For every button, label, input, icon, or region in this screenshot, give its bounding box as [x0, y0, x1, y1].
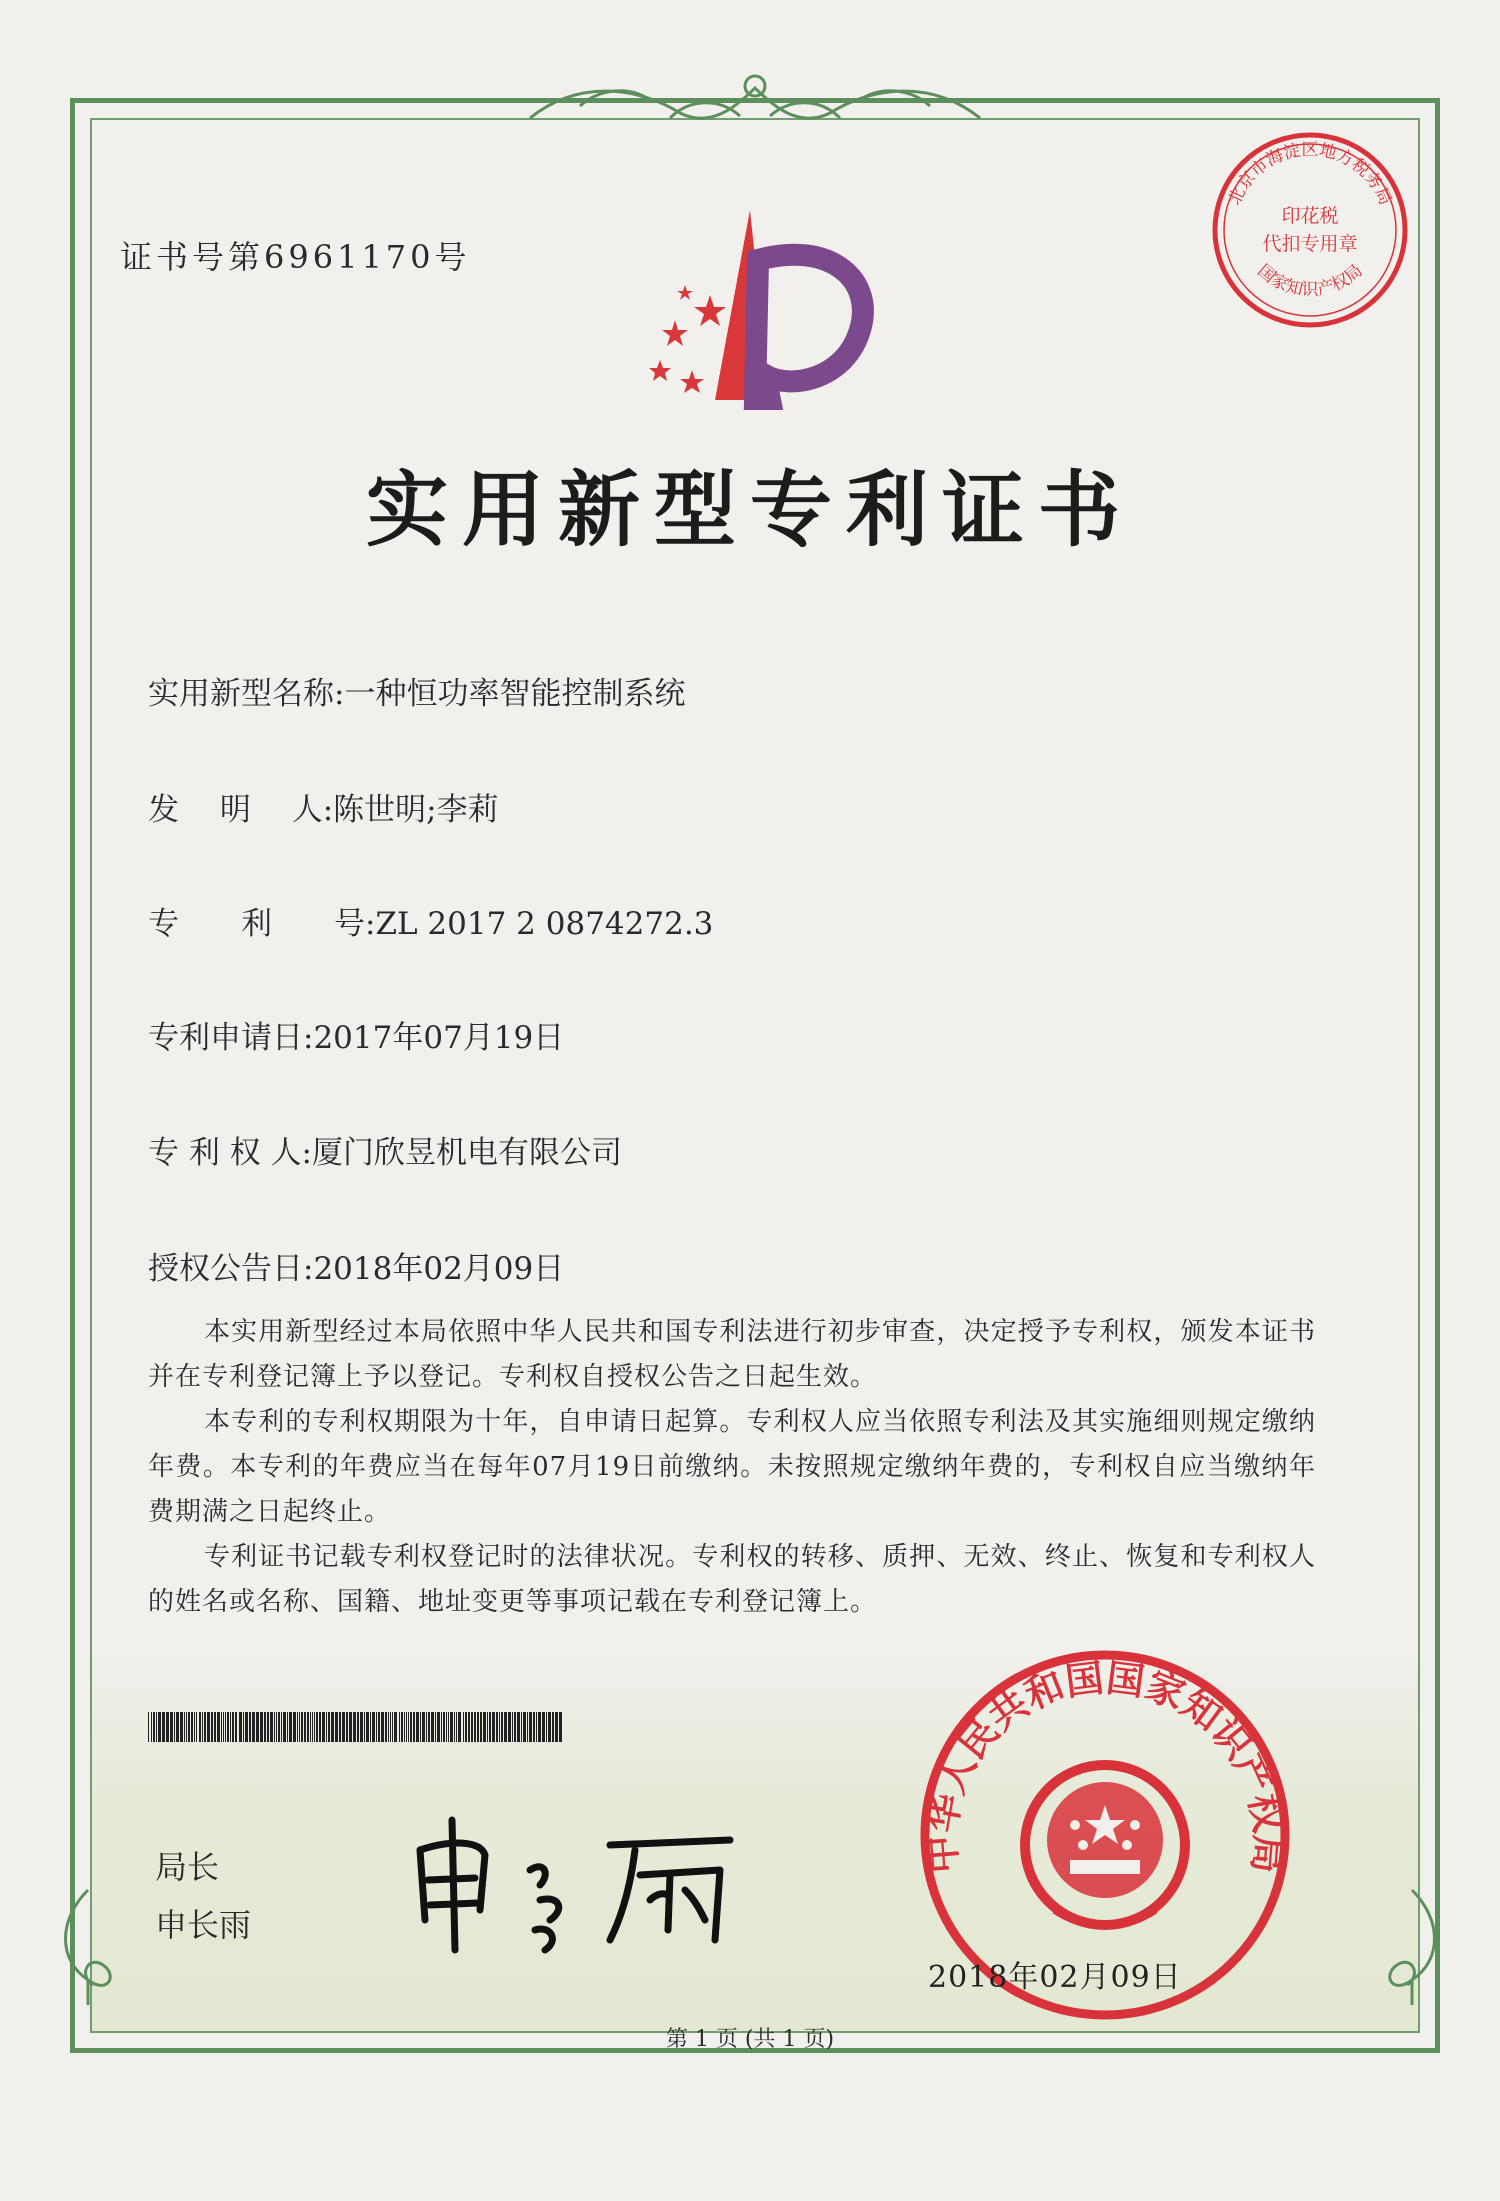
field-label: 专利申请日: — [148, 1020, 314, 1056]
barcode-bar — [270, 1712, 273, 1742]
barcode-bar — [207, 1712, 210, 1742]
barcode-bar — [406, 1712, 407, 1742]
barcode-bar — [176, 1712, 179, 1742]
barcode-bar — [372, 1712, 375, 1742]
barcode-bar — [349, 1712, 352, 1742]
svg-text:北京市海淀区地方税务局 — [1225, 140, 1395, 208]
barcode-bar — [533, 1712, 535, 1742]
barcode-bar — [388, 1712, 389, 1742]
seal-small-bottom-text: 国家知识产权局 — [1253, 260, 1367, 301]
field-application-date — [148, 1012, 564, 1057]
barcode-bar — [512, 1712, 513, 1742]
director-name: 申长雨 — [155, 1906, 252, 1944]
barcode-bar — [245, 1712, 248, 1742]
barcode-bar — [450, 1712, 453, 1742]
barcode-bar — [188, 1712, 190, 1742]
barcode-bar — [249, 1712, 251, 1742]
barcode-bar — [529, 1712, 532, 1742]
top-ornament-icon — [520, 58, 990, 138]
barcode-bar — [346, 1712, 348, 1742]
barcode-bar — [307, 1712, 309, 1742]
barcode-bar — [274, 1712, 275, 1742]
barcode-bar — [381, 1712, 384, 1742]
barcode-bar — [394, 1712, 397, 1742]
barcode-bar — [463, 1712, 464, 1742]
svg-text:国家知识产权局 — [1253, 261, 1366, 300]
barcode-bar — [410, 1712, 412, 1742]
barcode-bar — [166, 1712, 169, 1742]
barcode-bar — [191, 1712, 193, 1742]
field-label: 授权公告日: — [148, 1251, 314, 1287]
barcode-bar — [342, 1712, 345, 1742]
barcode-bar — [180, 1712, 183, 1742]
barcode-bar — [422, 1712, 425, 1742]
barcode-bar — [156, 1712, 157, 1742]
barcode-bar — [413, 1712, 415, 1742]
barcode-bar — [437, 1712, 440, 1742]
seal-small-inner-1: 印花税 — [1281, 205, 1339, 227]
barcode-bar — [162, 1712, 165, 1742]
barcode-bar — [260, 1712, 263, 1742]
barcode-bar — [256, 1712, 259, 1742]
barcode-bar — [483, 1712, 486, 1742]
barcode-bar — [517, 1712, 520, 1742]
barcode-bar — [435, 1712, 436, 1742]
barcode-bar — [401, 1712, 403, 1742]
barcode-bar — [364, 1712, 365, 1742]
barcode-bar — [289, 1712, 292, 1742]
barcode-bar — [446, 1712, 447, 1742]
barcode-bar — [232, 1712, 234, 1742]
barcode-bar — [211, 1712, 213, 1742]
barcode-bar — [448, 1712, 449, 1742]
barcode-bar — [527, 1712, 528, 1742]
barcode-bar — [487, 1712, 488, 1742]
barcode-bar — [480, 1712, 482, 1742]
barcode-bar — [299, 1712, 300, 1742]
barcode-bar — [492, 1712, 495, 1742]
body-paragraph: 本实用新型经过本局依照中华人民共和国专利法进行初步审查，决定授予专利权，颁发本证书并在专利登记簿上予以登记。专利权自授权公告之日起生效。 — [148, 1317, 1316, 1392]
field-label: 专 利 号: — [148, 906, 376, 942]
barcode-bar — [297, 1712, 298, 1742]
barcode-bar — [542, 1712, 545, 1742]
field-value: ZL 2017 2 0874272.3 — [375, 906, 714, 942]
field-label: 发 明 人: — [148, 792, 334, 828]
barcode-bar — [431, 1712, 434, 1742]
barcode-bar — [385, 1712, 387, 1742]
barcode-bar — [223, 1712, 224, 1742]
field-grant-date — [148, 1243, 564, 1288]
field-value: 陈世明;李莉 — [333, 792, 499, 828]
barcode-bar — [376, 1712, 377, 1742]
barcode-bar — [489, 1712, 491, 1742]
barcode-bar — [468, 1712, 470, 1742]
bottom-right-ornament-icon — [1372, 1880, 1452, 2010]
barcode-bar — [357, 1712, 359, 1742]
barcode-bar — [174, 1712, 175, 1742]
director-signature — [400, 1800, 760, 1960]
barcode-bar — [465, 1712, 467, 1742]
field-value: 一种恒功率智能控制系统 — [344, 676, 686, 712]
certificate-number: 证书号第6961170号 — [120, 238, 471, 276]
barcode-bar — [504, 1712, 507, 1742]
barcode-bar — [399, 1712, 400, 1742]
barcode-bar — [496, 1712, 498, 1742]
field-value: 2017年07月19日 — [313, 1020, 565, 1056]
field-label: 实用新型名称: — [148, 676, 345, 712]
barcode-bar — [420, 1712, 421, 1742]
barcode-bar — [153, 1712, 155, 1742]
seal-small-outer-text: 北京市海淀区地方税务局 — [1224, 140, 1396, 209]
barcode-bar — [230, 1712, 231, 1742]
barcode-bar — [536, 1712, 537, 1742]
seal-date: 2018年02月09日 — [928, 1960, 1182, 1995]
barcode-bar — [217, 1712, 220, 1742]
barcode-bar — [328, 1712, 330, 1742]
barcode-bar — [441, 1712, 442, 1742]
barcode-bar — [293, 1712, 296, 1742]
barcode-bar — [353, 1712, 356, 1742]
barcode-bar — [170, 1712, 173, 1742]
stamp-duty-seal — [1200, 120, 1420, 340]
barcode-bar — [408, 1712, 409, 1742]
barcode-bar — [555, 1712, 558, 1742]
field-inventor — [148, 784, 499, 829]
barcode-bar — [310, 1712, 311, 1742]
page-number: 第 1 页 (共 1 页) — [665, 2027, 835, 2052]
certificate-body — [148, 1310, 1316, 1625]
barcode-bar — [151, 1712, 152, 1742]
barcode-bar — [546, 1712, 547, 1742]
barcode-bar — [378, 1712, 380, 1742]
barcode-bar — [559, 1712, 562, 1742]
barcode-bar — [477, 1712, 479, 1742]
bottom-left-ornament-icon — [48, 1880, 128, 2010]
barcode-bar — [158, 1712, 161, 1742]
barcode-bar — [283, 1712, 286, 1742]
barcode-bar — [243, 1712, 244, 1742]
barcode-bar — [287, 1712, 288, 1742]
barcode-bar — [194, 1712, 195, 1742]
barcode-bar — [312, 1712, 313, 1742]
field-utility-model-name — [148, 668, 685, 713]
barcode-bar — [304, 1712, 306, 1742]
barcode-bar — [366, 1712, 369, 1742]
barcode-bar — [521, 1712, 522, 1742]
barcode-bar — [335, 1712, 338, 1742]
barcode-bar — [267, 1712, 269, 1742]
barcode-bar — [426, 1712, 427, 1742]
seal-small-inner-2: 代扣专用章 — [1262, 233, 1358, 255]
barcode-bar — [199, 1712, 201, 1742]
director-title: 局长 — [155, 1848, 220, 1886]
barcode-bar — [474, 1712, 476, 1742]
barcode-bar — [281, 1712, 282, 1742]
barcode-bar — [204, 1712, 206, 1742]
barcode-bar — [322, 1712, 325, 1742]
barcode — [148, 1712, 564, 1742]
barcode-bar — [252, 1712, 255, 1742]
barcode-bar — [456, 1712, 457, 1742]
barcode-bar — [416, 1712, 419, 1742]
barcode-bar — [501, 1712, 503, 1742]
barcode-bar — [339, 1712, 341, 1742]
barcode-bar — [404, 1712, 405, 1742]
barcode-bar — [499, 1712, 500, 1742]
barcode-bar — [471, 1712, 473, 1742]
barcode-bar — [538, 1712, 541, 1742]
body-paragraph: 本专利的专利权期限为十年，自申请日起算。专利权人应当依照专利法及其实施细则规定缴纳年费。本专利的年费应当在每年07月19日前缴纳。未按照规定缴纳年费的，专利权自应当缴纳年费期满之日起终止。 — [148, 1407, 1316, 1527]
barcode-bar — [508, 1712, 511, 1742]
barcode-bar — [319, 1712, 321, 1742]
barcode-bar — [548, 1712, 551, 1742]
barcode-bar — [202, 1712, 203, 1742]
barcode-bar — [301, 1712, 303, 1742]
field-patentee — [148, 1127, 622, 1172]
barcode-bar — [148, 1712, 149, 1742]
barcode-bar — [221, 1712, 222, 1742]
barcode-bar — [239, 1712, 242, 1742]
national-emblem-icon — [1025, 1765, 1185, 1925]
barcode-bar — [523, 1712, 526, 1742]
barcode-bar — [264, 1712, 266, 1742]
field-value: 2018年02月09日 — [313, 1251, 565, 1287]
barcode-bar — [314, 1712, 315, 1742]
barcode-bar — [331, 1712, 334, 1742]
barcode-bar — [443, 1712, 445, 1742]
field-patent-number — [148, 898, 713, 943]
body-paragraph: 专利证书记载专利权登记时的法律状况。专利权的转移、质押、无效、终止、恢复和专利权人的姓名或名称、国籍、地址变更等事项记载在专利登记簿上。 — [148, 1542, 1316, 1617]
barcode-bar — [184, 1712, 185, 1742]
barcode-bar — [316, 1712, 318, 1742]
barcode-bar — [186, 1712, 187, 1742]
barcode-bar — [235, 1712, 237, 1742]
barcode-bar — [214, 1712, 216, 1742]
barcode-bar — [360, 1712, 363, 1742]
barcode-bar — [514, 1712, 516, 1742]
barcode-bar — [370, 1712, 371, 1742]
barcode-bar — [227, 1712, 229, 1742]
barcode-bar — [428, 1712, 430, 1742]
field-label: 专 利 权 人: — [148, 1135, 313, 1171]
barcode-bar — [326, 1712, 327, 1742]
patent-office-emblem-icon — [630, 200, 890, 410]
barcode-bar — [392, 1712, 393, 1742]
barcode-bar — [390, 1712, 391, 1742]
field-value: 厦门欣昱机电有限公司 — [312, 1135, 623, 1171]
barcode-bar — [454, 1712, 455, 1742]
page-title: 实用新型专利证书 — [365, 463, 1134, 558]
barcode-bar — [276, 1712, 277, 1742]
barcode-bar — [196, 1712, 197, 1742]
barcode-bar — [458, 1712, 461, 1742]
seal-big-text: 中华人民共和国国家知识产权局 — [919, 1655, 1291, 1875]
barcode-bar — [225, 1712, 226, 1742]
barcode-bar — [278, 1712, 280, 1742]
barcode-bar — [552, 1712, 554, 1742]
